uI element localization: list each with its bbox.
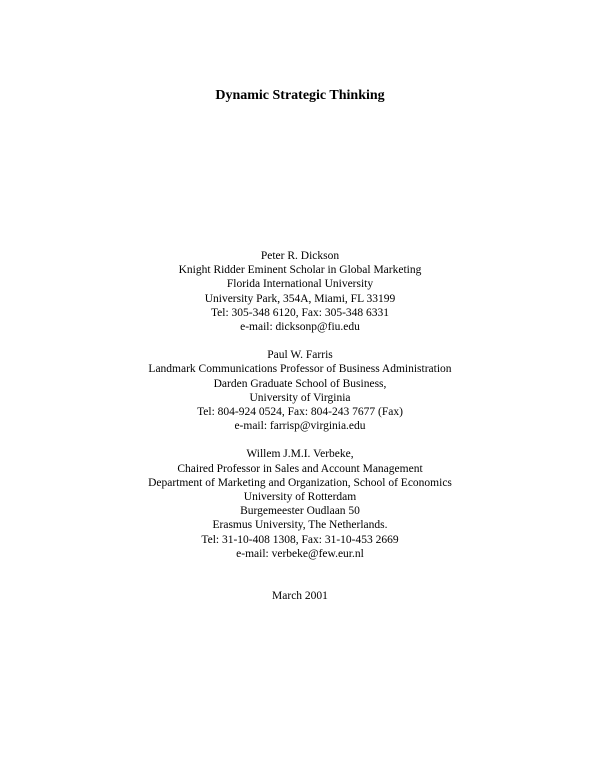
author-email: e-mail: farrisp@virginia.edu xyxy=(234,420,366,433)
author-email: e-mail: dicksonp@fiu.edu xyxy=(240,321,360,334)
author-address: Burgemeester Oudlaan 50 xyxy=(240,505,360,518)
author-name: Paul W. Farris xyxy=(267,349,333,362)
author-address: University Park, 354A, Miami, FL 33199 xyxy=(204,292,396,305)
author-name: Peter R. Dickson xyxy=(260,250,340,262)
author-phone-fax: Tel: 305-348 6120, Fax: 305-348 6331 xyxy=(210,306,390,319)
author-list xyxy=(0,249,600,575)
page-title: Dynamic Strategic Thinking xyxy=(215,88,385,103)
author-country: Erasmus University, The Netherlands. xyxy=(212,519,388,532)
author-block-farris xyxy=(0,348,600,433)
author-institution: University of Virginia xyxy=(249,391,351,404)
author-institution: University of Rotterdam xyxy=(243,491,357,504)
author-title: Landmark Communications Professor of Business Administration xyxy=(148,363,452,376)
author-phone-fax: Tel: 804-924 0524, Fax: 804-243 7677 (Fax) xyxy=(197,406,403,419)
author-institution: Florida International University xyxy=(226,278,374,291)
author-school: Darden Graduate School of Business, xyxy=(213,377,387,390)
author-title: Knight Ridder Eminent Scholar in Global Marketing xyxy=(178,264,422,277)
author-block-dickson xyxy=(0,249,600,334)
author-email: e-mail: verbeke@few.eur.nl xyxy=(236,547,364,560)
author-block-verbeke xyxy=(0,447,600,561)
author-phone-fax: Tel: 31-10-408 1308, Fax: 31-10-453 2669 xyxy=(201,533,399,546)
author-title: Chaired Professor in Sales and Account Management xyxy=(177,462,423,475)
author-name: Willem J.M.I. Verbeke, xyxy=(246,448,354,461)
author-department: Department of Marketing and Organization, School of Economics xyxy=(148,476,452,489)
publication-date: March 2001 xyxy=(272,590,328,602)
